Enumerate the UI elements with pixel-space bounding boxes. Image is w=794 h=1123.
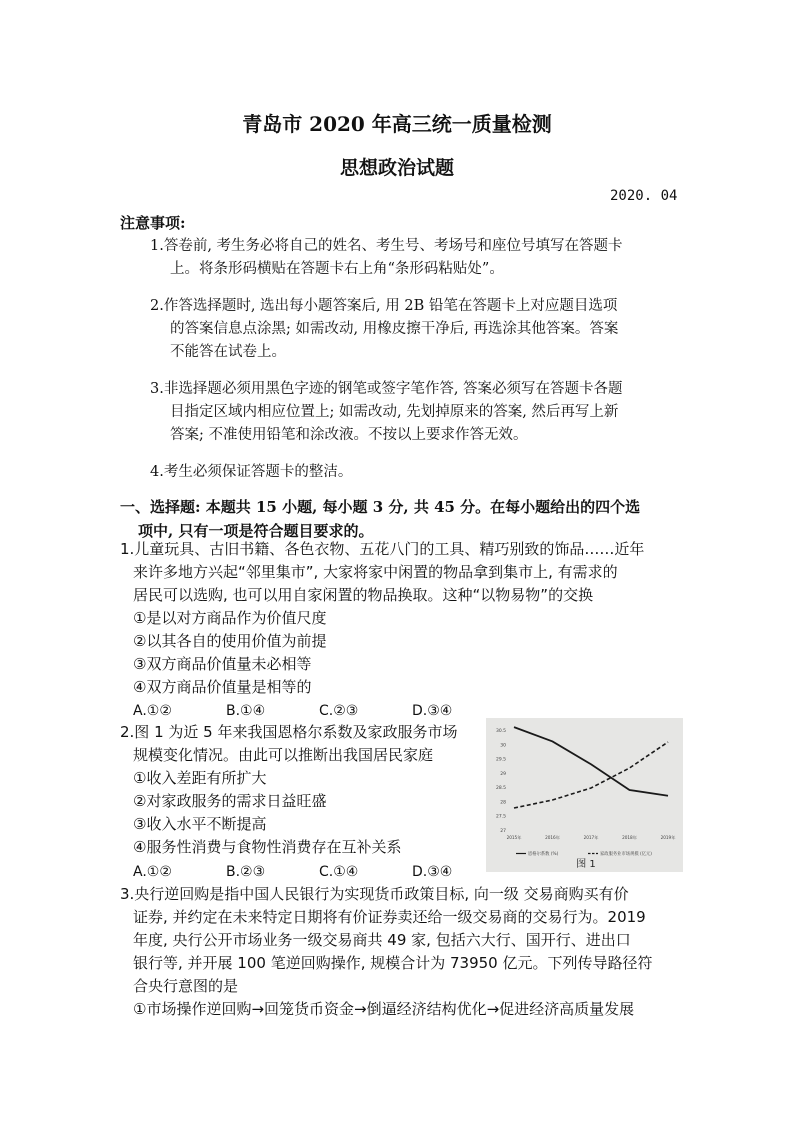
question-2-line-1: 2.图 1 为近 5 年来我国恩格尔系数及家政服务市场 [120, 723, 458, 741]
figure-caption: 图 1 [576, 859, 596, 870]
notice-item-1-line-1: 1.答卷前, 考生务必将自己的姓名、考生号、考场号和座位号填写在答题卡 [150, 238, 623, 254]
question-3-option-1: ①市场操作逆回购→回笼货币资金→倒逼经济结构优化→促进经济高质量发展 [133, 1000, 635, 1018]
question-3-line-3: 年度, 央行公开市场业务一级交易商共 49 家, 包括六大行、国开行、进出口 [133, 931, 631, 949]
y-tick-label: 30.5 [495, 729, 506, 734]
section-heading [120, 495, 680, 543]
choice-b: B.②③ [226, 864, 266, 880]
x-tick-label: 2017年 [583, 835, 599, 840]
x-tick-label: 2019年 [660, 835, 676, 840]
question-2-option-1: ①收入差距有所扩大 [133, 769, 267, 787]
legend-label: 恩格尔系数 (%) [528, 852, 559, 857]
series-line-2 [514, 742, 668, 808]
notice-item-3-line-2: 目指定区域内相应位置上; 如需改动, 先划掉原来的答案, 然后再写上新 [170, 404, 619, 420]
choice-a: A.①② [133, 703, 172, 719]
y-tick-label: 28 [500, 800, 506, 806]
section-heading-line-1: 一、选择题: 本题共 15 小题, 每小题 3 分, 共 45 分。在每小题给出的四个选 [120, 498, 641, 516]
page-subtitle: 思想政治试题 [339, 157, 454, 179]
question-1-option-3: ③双方商品价值量未必相等 [133, 655, 312, 673]
notice-item-2-line-2: 的答案信息点涂黑; 如需改动, 用橡皮擦干净后, 再选涂其他答案。答案 [170, 321, 619, 337]
question-2-choices [133, 861, 505, 880]
y-tick-label: 28.5 [495, 786, 506, 792]
y-tick-label: 27 [500, 829, 506, 834]
question-1-line-2: 来许多地方兴起“邻里集市”, 大家将家中闲置的物品拿到集市上, 有需求的 [133, 563, 618, 581]
choice-a: A.①② [133, 864, 172, 880]
question-1-line-1: 1.儿童玩具、古旧书籍、各色衣物、五花八门的工具、精巧别致的饰品……近年 [120, 540, 645, 558]
notice-item-1-line-2: 上。将条形码横贴在答题卡右上角“条形码粘贴处”。 [170, 261, 504, 277]
question-2-option-3: ③收入水平不断提高 [133, 815, 267, 833]
choice-d: D.③④ [412, 703, 453, 719]
question-1-line-3: 居民可以选购, 也可以用自家闲置的物品换取。这种“以物易物”的交换 [133, 586, 594, 604]
figure-1 [486, 718, 683, 872]
notice-item-2-line-3: 不能答在试卷上。 [170, 344, 286, 360]
line-chart [486, 718, 683, 872]
notice-item-3-line-1: 3.非选择题必须用黑色字迹的钢笔或签字笔作答, 答案必须写在答题卡各题 [150, 381, 623, 397]
question-2-option-4: ④服务性消费与食物性消费存在互补关系 [133, 838, 402, 856]
notice-item-2-line-1: 2.作答选择题时, 选出每小题答案后, 用 2B 铅笔在答题卡上对应题目选项 [150, 298, 618, 314]
question-3-line-2: 证券, 并约定在未来特定日期将有价证券卖还给一级交易商的交易行为。2019 [133, 908, 646, 926]
choice-c: C.①④ [319, 864, 359, 880]
series-line-1 [514, 727, 668, 796]
question-3-line-5: 合央行意图的是 [133, 977, 239, 995]
y-tick-label: 29 [500, 771, 506, 777]
exam-date: 2020. 04 [610, 188, 678, 204]
question-3-line-4: 银行等, 并开展 100 笔逆回购操作, 规模合计为 73950 亿元。下列传导路径符 [133, 954, 653, 972]
x-tick-label: 2015年 [506, 835, 522, 840]
notice-heading: 注意事项: [120, 214, 186, 232]
question-1-option-1: ①是以对方商品作为价值尺度 [133, 609, 327, 627]
question-1-option-2: ②以其各自的使用价值为前提 [133, 632, 327, 650]
choice-c: C.②③ [319, 703, 359, 719]
question-1-choices [133, 700, 505, 719]
legend-label: 家政服务业市场规模 (亿元) [600, 852, 652, 857]
question-1-option-4: ④双方商品价值量是相等的 [133, 678, 312, 696]
choice-b: B.①④ [226, 703, 266, 719]
question-2-line-2: 规模变化情况。由此可以推断出我国居民家庭 [133, 746, 434, 764]
notice-item-3-line-3: 答案; 不准使用铅笔和涂改液。不按以上要求作答无效。 [170, 427, 528, 443]
choice-d: D.③④ [412, 864, 453, 880]
section-heading-line-2: 项中, 只有一项是符合题目要求的。 [138, 522, 374, 540]
page-title: 青岛市 2020 年高三统一质量检测 [242, 112, 552, 136]
y-tick-label: 30 [500, 743, 506, 749]
x-tick-label: 2016年 [545, 835, 560, 840]
question-2-option-2: ②对家政服务的需求日益旺盛 [133, 792, 327, 810]
y-tick-label: 27.5 [495, 814, 506, 820]
x-tick-label: 2018年 [622, 835, 637, 840]
y-tick-label: 29.5 [495, 757, 506, 763]
notice-item-4-line-1: 4.考生必须保证答题卡的整洁。 [150, 464, 353, 480]
question-3-line-1: 3.央行逆回购是指中国人民银行为实现货币政策目标, 向一级 交易商购买有价 [120, 885, 629, 903]
